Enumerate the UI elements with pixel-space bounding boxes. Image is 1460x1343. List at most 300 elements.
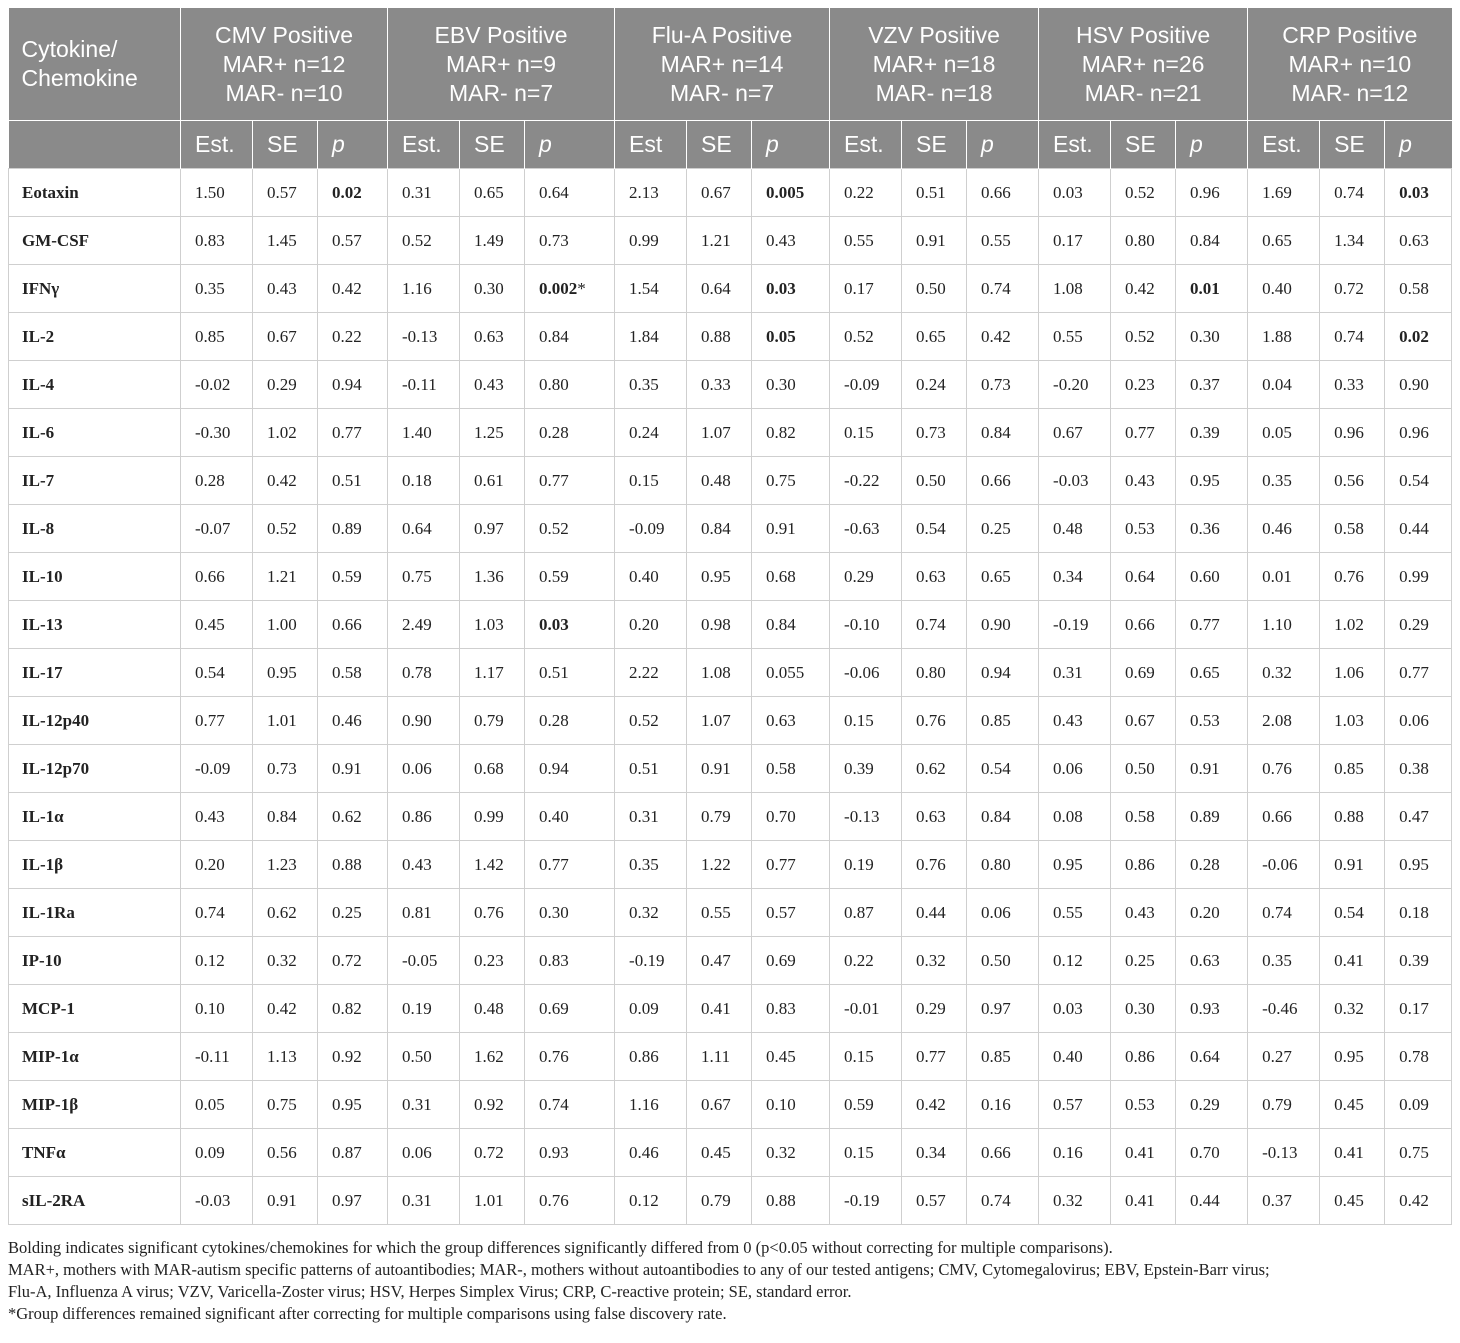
cell-value: 0.43 [267,278,297,298]
cell-p [525,937,615,985]
cell-value: 0.91 [701,758,731,778]
row-label: Eotaxin [9,169,181,217]
cell-est [615,409,687,457]
cell-value: 1.16 [402,278,432,298]
cell-value: 0.43 [1125,470,1155,490]
cell-value: 0.45 [1334,1094,1364,1114]
cell-value: 0.64 [701,278,731,298]
cell-se [687,937,752,985]
cell-value: 0.86 [402,806,432,826]
cell-est [615,793,687,841]
cell-value: 0.90 [1399,374,1429,394]
cell-value: 0.67 [1053,422,1083,442]
cell-value: 1.13 [267,1046,297,1066]
cell-est [1039,1177,1111,1225]
cell-value: 0.67 [701,182,731,202]
cell-value: 0.88 [766,1190,796,1210]
cell-value: 0.66 [195,566,225,586]
cell-se [253,1081,318,1129]
cell-est [1039,457,1111,505]
cell-value: 1.84 [629,326,659,346]
cell-est [615,985,687,1033]
cell-value: 0.95 [1053,854,1083,874]
cell-value: 0.22 [332,326,362,346]
cell-se [1111,841,1176,889]
cell-se [1320,1033,1385,1081]
cell-value: 0.77 [766,854,796,874]
cell-est [181,505,253,553]
cell-value: 0.58 [1399,278,1429,298]
cell-value: 0.32 [766,1142,796,1162]
cell-value: 0.50 [981,950,1011,970]
cell-value: 0.31 [402,1190,432,1210]
cell-se [687,841,752,889]
cell-est [1039,697,1111,745]
cell-value: 0.95 [1399,854,1429,874]
fdr-marker: * [577,278,586,298]
cell-value: 0.58 [332,662,362,682]
cell-value: 0.77 [539,470,569,490]
cell-value: 0.53 [1125,1094,1155,1114]
cell-p [318,937,388,985]
cell-se [902,937,967,985]
cell-p [967,1081,1039,1129]
cell-value: 0.59 [332,566,362,586]
cell-value: 0.98 [701,614,731,634]
cell-se [1320,409,1385,457]
cell-p [318,601,388,649]
cell-value: 0.42 [916,1094,946,1114]
cell-value: 0.99 [629,230,659,250]
cell-value: 0.94 [539,758,569,778]
cell-value: 0.91 [916,230,946,250]
cell-p [752,745,830,793]
cell-p [318,313,388,361]
cell-p [1385,601,1452,649]
footnote-bolding: Bolding indicates significant cytokines/chemokines for which the group differences significantly differed from 0 (p<0.05 without correcting for multiple comparisons). [8,1238,1113,1257]
cell-value: 0.66 [981,1142,1011,1162]
cell-value: 0.33 [701,374,731,394]
cell-est [388,313,460,361]
cell-value: 0.79 [474,710,504,730]
cell-value: 0.72 [474,1142,504,1162]
cell-value: 0.93 [539,1142,569,1162]
cell-value: -0.11 [195,1046,230,1066]
cell-est [615,601,687,649]
cell-p [318,1177,388,1225]
cell-value: 0.84 [539,326,569,346]
cell-est [181,1081,253,1129]
cell-value: 0.43 [402,854,432,874]
cell-value: 0.57 [766,902,796,922]
cell-value: 0.95 [1334,1046,1364,1066]
cell-value: 0.96 [1399,422,1429,442]
cell-se [902,985,967,1033]
cell-se [1111,793,1176,841]
cell-p [967,361,1039,409]
cell-value: 0.74 [195,902,225,922]
cell-est [1248,937,1320,985]
cell-value: 1.03 [1334,710,1364,730]
cell-value: 0.65 [1190,662,1220,682]
cell-value: 0.47 [701,950,731,970]
cell-est [388,265,460,313]
cell-value: 0.41 [1125,1142,1155,1162]
group-mar-neg: MAR- n=10 [225,79,343,106]
cell-value: 0.56 [1334,470,1364,490]
cell-se [460,889,525,937]
cell-value: 0.24 [916,374,946,394]
cell-est [181,409,253,457]
cell-est [388,889,460,937]
group-header-row [9,8,1452,121]
cell-value: 1.21 [701,230,731,250]
cell-p [525,1177,615,1225]
cell-p [1385,745,1452,793]
cell-se [902,457,967,505]
cell-value: 0.60 [1190,566,1220,586]
cell-est [830,457,902,505]
cell-value: -0.13 [402,326,438,346]
cell-value: 0.83 [539,950,569,970]
cell-value: 0.10 [195,998,225,1018]
cell-se [460,553,525,601]
cell-se [687,889,752,937]
cell-value: 0.055 [766,662,805,682]
cell-value: 0.46 [332,710,362,730]
cell-value: 1.40 [402,422,432,442]
cell-value: 0.84 [1190,230,1220,250]
cell-value: 0.77 [1399,662,1429,682]
cell-value: 0.63 [1190,950,1220,970]
group-header-hsv [1039,8,1248,121]
table-header [9,8,1452,169]
cell-p [525,601,615,649]
table-row [9,1177,1452,1225]
cell-p [318,889,388,937]
cell-value: 1.11 [701,1046,731,1066]
cell-est [388,937,460,985]
cell-est [830,505,902,553]
cell-est [181,889,253,937]
table-row [9,265,1452,313]
cell-p [752,409,830,457]
cell-value: 0.06 [981,902,1011,922]
cell-p [525,697,615,745]
cell-p [1385,937,1452,985]
cell-p [967,841,1039,889]
subheader-est: Est. [388,121,460,169]
cell-value: 0.74 [981,1190,1011,1210]
cell-se [1111,937,1176,985]
cell-p [1176,1081,1248,1129]
cell-est [830,745,902,793]
cell-se [1320,553,1385,601]
cell-value: 0.28 [195,470,225,490]
cell-value: 0.99 [474,806,504,826]
cell-p [752,985,830,1033]
cell-est [615,457,687,505]
cell-est [830,1081,902,1129]
cell-value: 0.46 [629,1142,659,1162]
cell-se [1320,217,1385,265]
cell-p [1176,313,1248,361]
cell-se [460,841,525,889]
group-mar-pos: MAR+ n=9 [446,50,556,77]
cell-value: 0.80 [1125,230,1155,250]
cell-value: 1.08 [701,662,731,682]
row-label: IL-17 [9,649,181,697]
cell-se [1320,265,1385,313]
cell-value: 0.40 [1262,278,1292,298]
cell-p [1176,985,1248,1033]
group-mar-neg: MAR- n=18 [875,79,993,106]
cell-value: 0.52 [267,518,297,538]
cell-value: 0.17 [1053,230,1083,250]
cell-value: -0.09 [844,374,880,394]
subheader-est: Est. [1039,121,1111,169]
cell-se [253,409,318,457]
cell-se [687,169,752,217]
cell-se [460,1081,525,1129]
cell-value: 0.03 [1399,182,1429,202]
row-label: IL-10 [9,553,181,601]
cell-value: 2.22 [629,662,659,682]
cell-value: -0.19 [629,950,665,970]
row-label: IL-12p70 [9,745,181,793]
cell-value: 0.97 [332,1190,362,1210]
cell-p [525,361,615,409]
cell-est [1039,889,1111,937]
cell-est [1248,553,1320,601]
cell-p [318,985,388,1033]
cell-value: 0.62 [267,902,297,922]
cell-value: 1.02 [1334,614,1364,634]
cell-value: 0.15 [844,1142,874,1162]
cell-value: 0.55 [1053,902,1083,922]
cell-value: 0.64 [539,182,569,202]
cell-p [1385,649,1452,697]
cell-value: 0.95 [332,1094,362,1114]
footnote-abbreviations-2: Flu-A, Influenza A virus; VZV, Varicella-Zoster virus; HSV, Herpes Simplex Virus; CRP, C-reactive protein; SE, standard error. [8,1282,852,1301]
cell-value: 0.89 [332,518,362,538]
cell-value: 0.38 [1399,758,1429,778]
cell-p [1385,361,1452,409]
cell-se [460,169,525,217]
cell-p [752,649,830,697]
cell-est [615,505,687,553]
cell-se [1111,1081,1176,1129]
cell-p [752,217,830,265]
cell-p [1176,217,1248,265]
cell-value: 0.35 [1262,950,1292,970]
cell-est [181,937,253,985]
cell-value: 0.91 [332,758,362,778]
cell-se [1320,697,1385,745]
cell-value: 0.51 [629,758,659,778]
cell-value: 0.74 [981,278,1011,298]
row-label: IL-2 [9,313,181,361]
cell-value: 1.03 [474,614,504,634]
cell-se [253,1129,318,1177]
cell-p [967,1177,1039,1225]
cell-value: 0.58 [766,758,796,778]
subheader-se: SE [902,121,967,169]
cell-est [1248,601,1320,649]
cell-se [460,409,525,457]
cell-p [1176,169,1248,217]
cell-value: 0.15 [844,710,874,730]
subheader-p: p [752,121,830,169]
cell-value: 0.87 [332,1142,362,1162]
cell-est [830,601,902,649]
cell-value: 0.48 [1053,518,1083,538]
cell-se [902,361,967,409]
cell-est [1039,841,1111,889]
cell-value: 0.63 [916,806,946,826]
cell-value: 0.46 [1262,518,1292,538]
cell-value: -0.13 [1262,1142,1298,1162]
cell-value: 0.93 [1190,998,1220,1018]
cell-value: 1.21 [267,566,297,586]
cell-p [318,649,388,697]
cell-p [525,553,615,601]
cell-value: 0.45 [1334,1190,1364,1210]
cell-value: 1.01 [474,1190,504,1210]
cell-value: 0.42 [267,998,297,1018]
cell-value: 0.86 [1125,1046,1155,1066]
cell-value: 0.75 [267,1094,297,1114]
table-footnotes [8,1237,1452,1325]
cell-value: 0.83 [766,998,796,1018]
cell-value: -0.05 [402,950,438,970]
cell-p [1176,697,1248,745]
row-label: MIP-1α [9,1033,181,1081]
cell-value: 0.51 [539,662,569,682]
cell-value: 0.48 [701,470,731,490]
cell-se [687,601,752,649]
cell-value: 0.05 [195,1094,225,1114]
cell-est [1248,361,1320,409]
group-mar-neg: MAR- n=12 [1291,79,1409,106]
cell-value: 0.05 [766,326,796,346]
cell-est [615,745,687,793]
group-mar-pos: MAR+ n=18 [872,50,996,77]
cell-value: 0.80 [981,854,1011,874]
cell-se [253,505,318,553]
cell-value: 0.85 [981,710,1011,730]
cell-est [1248,985,1320,1033]
cell-se [687,649,752,697]
cell-value: 0.91 [1190,758,1220,778]
cell-value: 0.77 [1125,422,1155,442]
cell-value: 0.41 [701,998,731,1018]
cell-value: 0.03 [1053,998,1083,1018]
cell-value: -0.19 [844,1190,880,1210]
cell-est [388,985,460,1033]
cell-se [902,649,967,697]
cell-est [388,553,460,601]
cell-value: 0.63 [1399,230,1429,250]
row-label: sIL-2RA [9,1177,181,1225]
cell-value: 0.30 [1190,326,1220,346]
cell-se [253,217,318,265]
cell-est [1039,937,1111,985]
cell-se [1320,457,1385,505]
cell-se [1111,601,1176,649]
cell-se [253,745,318,793]
cell-value: 0.01 [1190,278,1220,298]
cell-se [902,553,967,601]
group-mar-neg: MAR- n=21 [1084,79,1202,106]
cell-value: 0.79 [701,1190,731,1210]
cell-value: 0.66 [981,182,1011,202]
table-row [9,889,1452,937]
cell-p [967,649,1039,697]
cell-value: 0.88 [701,326,731,346]
cell-value: 0.61 [474,470,504,490]
cell-p [1176,553,1248,601]
cell-se [902,745,967,793]
cell-value: 0.87 [844,902,874,922]
cell-value: -0.06 [1262,854,1298,874]
subheader-est: Est. [181,121,253,169]
cell-p [318,745,388,793]
cell-p [752,793,830,841]
cell-se [1111,745,1176,793]
cell-se [1111,1177,1176,1225]
subheader-se: SE [1320,121,1385,169]
cell-value: 0.40 [629,566,659,586]
cell-value: 0.01 [1262,566,1292,586]
cell-est [181,601,253,649]
cell-p [1385,793,1452,841]
cell-est [1039,793,1111,841]
group-header-cmv [181,8,388,121]
cell-se [1111,1033,1176,1081]
group-mar-pos: MAR+ n=14 [660,50,784,77]
cell-value: 0.43 [1125,902,1155,922]
cell-value: 0.70 [1190,1142,1220,1162]
cell-est [830,889,902,937]
cell-est [830,793,902,841]
cell-p [752,1081,830,1129]
cell-p [967,313,1039,361]
cell-p [967,889,1039,937]
cell-p [318,793,388,841]
cell-est [1039,361,1111,409]
cell-value: 1.01 [267,710,297,730]
cell-value: 0.83 [195,230,225,250]
cell-value: 0.54 [916,518,946,538]
cell-p [525,217,615,265]
cell-value: 2.49 [402,614,432,634]
footnote-fdr: *Group differences remained significant after correcting for multiple comparisons using false discovery rate. [8,1304,727,1323]
cell-p [1176,457,1248,505]
table-row [9,1033,1452,1081]
cell-est [1248,841,1320,889]
cell-p [967,745,1039,793]
cell-est [388,1177,460,1225]
cell-p [967,169,1039,217]
cell-p [525,793,615,841]
cell-se [1320,313,1385,361]
cell-value: 0.77 [1190,614,1220,634]
cell-se [1320,601,1385,649]
cell-value: 0.32 [1334,998,1364,1018]
cell-value: 0.76 [1334,566,1364,586]
cell-est [830,409,902,457]
